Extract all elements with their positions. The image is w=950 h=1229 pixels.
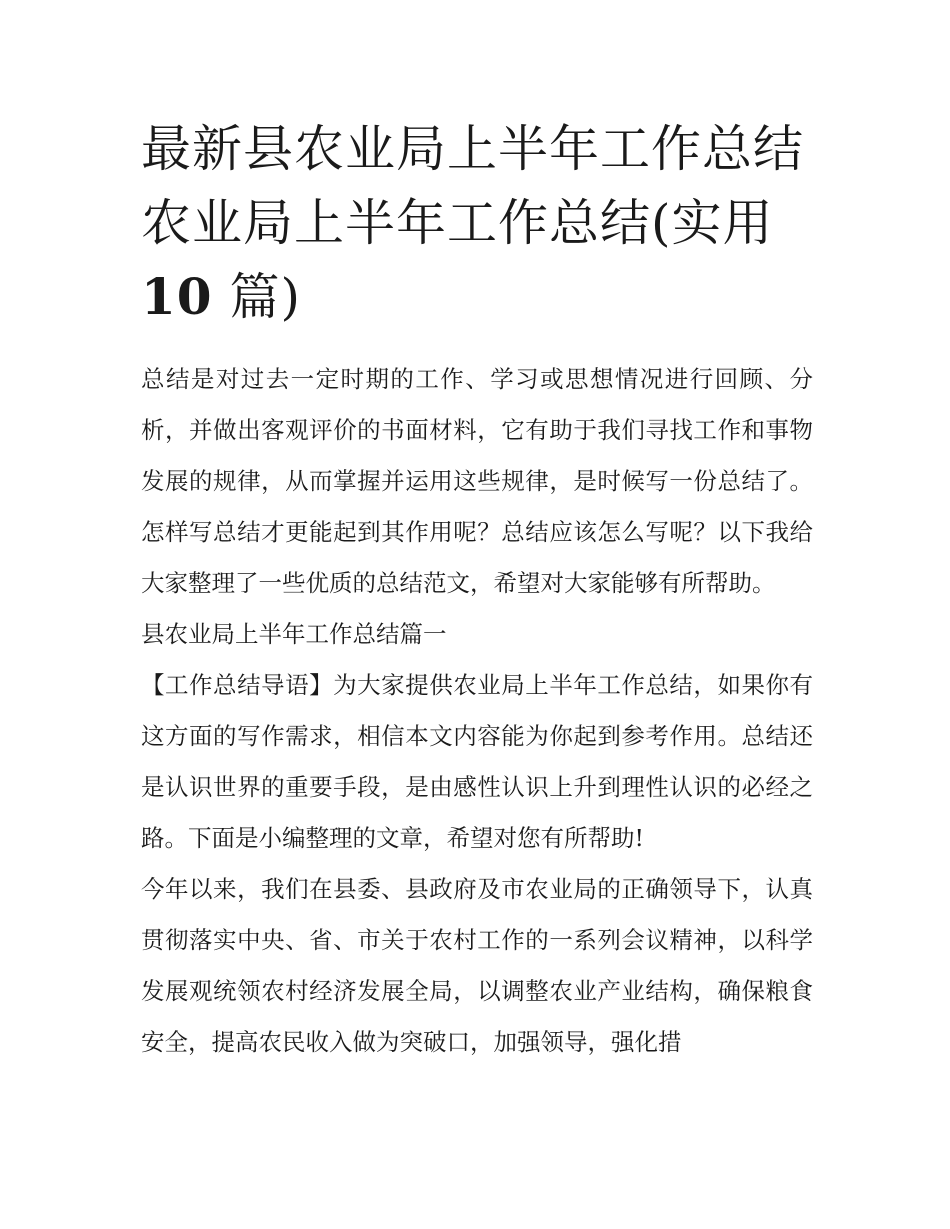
section-heading: 县农业局上半年工作总结篇一 bbox=[141, 620, 447, 648]
guide-paragraph: 【工作总结导语】为大家提供农业局上半年工作总结，如果你有这方面的写作需求，相信本文内容能为你起到参考作用。总结还是认识世界的重要手段，是由感性认识上升到理性认识的必经之路。下面是小编整理的文章，希望对您有所帮助! bbox=[141, 671, 813, 852]
body-paragraph: 今年以来，我们在县委、县政府及市农业局的正确领导下，认真贯彻落实中央、省、市关于农村工作的一系列会议精神，以科学发展观统领农村经济发展全局，以调整农业产业结构，确保粮食安全，提高农民收入做为突破口，加强领导，强化措 bbox=[141, 875, 813, 1056]
document-title bbox=[141, 112, 813, 334]
title-suffix: 篇) bbox=[229, 268, 302, 326]
intro-paragraph: 总结是对过去一定时期的工作、学习或思想情况进行回顾、分析，并做出客观评价的书面材料，它有助于我们寻找工作和事物发展的规律，从而掌握并运用这些规律，是时候写一份总结了。怎样写总结才更能起到其作用呢？总结应该怎么写呢？以下我给大家整理了一些优质的总结范文，希望对大家能够有所帮助。 bbox=[141, 365, 813, 597]
title-main-text: 最新县农业局上半年工作总结农业局上半年工作总结(实用 bbox=[141, 120, 804, 252]
title-number: 10 bbox=[141, 267, 213, 326]
document-content bbox=[141, 112, 813, 1068]
